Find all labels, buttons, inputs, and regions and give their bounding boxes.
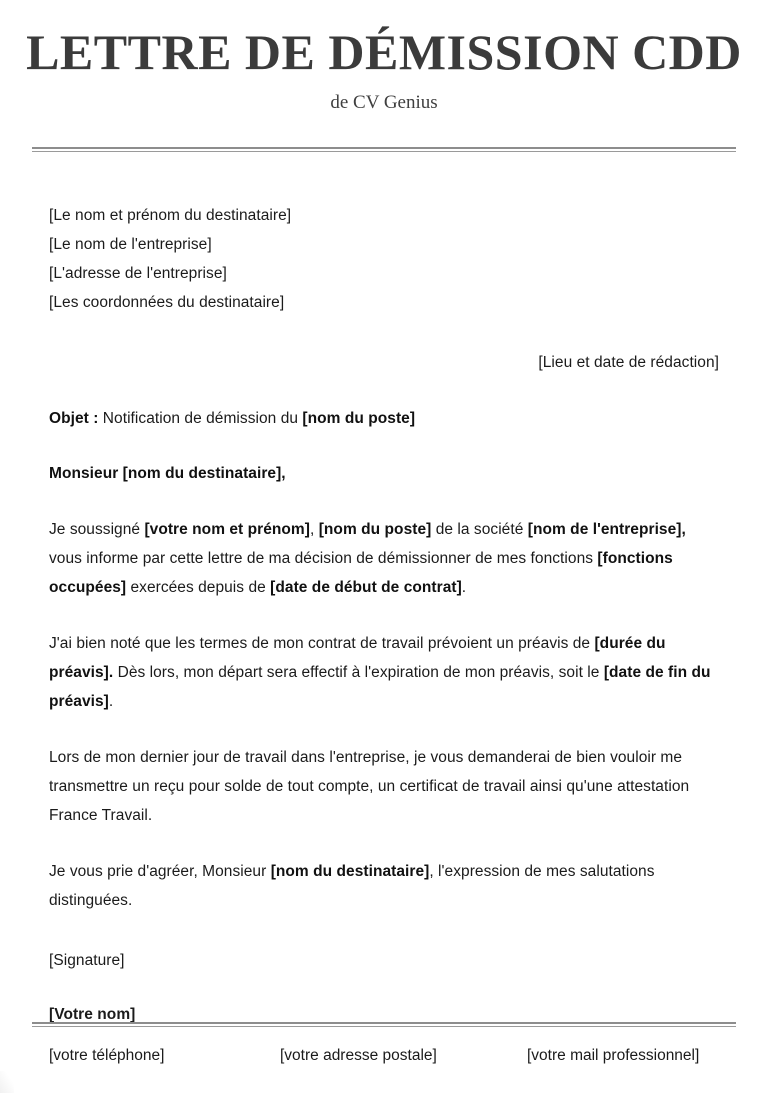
footer-phone: [votre téléphone] bbox=[49, 1047, 165, 1064]
subject-label: Objet : bbox=[49, 410, 99, 427]
p1-t3: de la société bbox=[431, 521, 528, 538]
recipient-address-line: [L'adresse de l'entreprise] bbox=[49, 265, 227, 282]
p1-b2: [nom du poste] bbox=[318, 521, 432, 538]
p1-t6: . bbox=[461, 579, 467, 596]
subject-placeholder: [nom du poste] bbox=[302, 410, 416, 427]
recipient-company-line: [Le nom de l'entreprise] bbox=[49, 236, 212, 253]
subject-text: Notification de démission du bbox=[98, 410, 303, 427]
p2-t1: J'ai bien noté que les termes de mon contrat de travail prévoient un préavis de bbox=[49, 635, 595, 652]
subject-line bbox=[49, 377, 719, 433]
p1-t2: , bbox=[309, 521, 319, 538]
footer-address: [votre adresse postale] bbox=[280, 1047, 437, 1064]
footer-email: [votre mail professionnel] bbox=[527, 1047, 700, 1064]
letter-footer bbox=[0, 1022, 768, 1065]
page-title: LETTRE DE DÉMISSION CDD bbox=[26, 24, 742, 80]
footer-divider bbox=[32, 1022, 736, 1027]
p4-t1: Je vous prie d'agréer, Monsieur bbox=[49, 863, 271, 880]
p3-t1: Lors de mon dernier jour de travail dans l'entreprise, je vous demanderai de bien vouloir me transmettre un reçu pour solde de tout compte, un certificat de travail ainsi qu'une attestation France Travail. bbox=[49, 749, 690, 824]
p2-t3: . bbox=[108, 693, 114, 710]
p2-b1: [durée du préavis]. bbox=[49, 635, 666, 681]
p4-t2: , l'expression de mes salutations distinguées. bbox=[49, 863, 655, 909]
p1-b3: [nom de l'entreprise], bbox=[527, 521, 686, 538]
recipient-name-line: [Le nom et prénom du destinataire] bbox=[49, 207, 292, 224]
p4-b1: [nom du destinataire] bbox=[270, 863, 430, 880]
place-and-date-line: [Lieu et date de rédaction] bbox=[538, 354, 719, 371]
paragraph-2 bbox=[49, 602, 719, 716]
sender-name-placeholder: [Votre nom] bbox=[49, 1006, 136, 1023]
p1-b1: [votre nom et prénom] bbox=[144, 521, 310, 538]
footer-contact-row bbox=[0, 1047, 768, 1065]
p1-t1: Je soussigné bbox=[49, 521, 145, 538]
p2-b2: [date de fin du préavis] bbox=[49, 664, 711, 710]
letter-header bbox=[0, 0, 768, 114]
p1-t4: vous informe par cette lettre de ma décision de démissionner de mes fonctions bbox=[49, 550, 598, 567]
page-edge-shadow bbox=[0, 1071, 14, 1093]
paragraph-1 bbox=[49, 488, 719, 602]
letter-body bbox=[0, 152, 768, 1029]
recipient-block bbox=[49, 152, 719, 317]
p1-b4: [fonctions occupées] bbox=[49, 550, 673, 596]
p2-t2: Dès lors, mon départ sera effectif à l'expiration de mon préavis, soit le bbox=[113, 664, 604, 681]
paragraph-4 bbox=[49, 830, 719, 915]
recipient-contact-line: [Les coordonnées du destinataire] bbox=[49, 294, 285, 311]
p1-t5: exercées depuis de bbox=[126, 579, 271, 596]
salutation-line bbox=[49, 433, 719, 488]
page-subtitle: de CV Genius bbox=[330, 92, 438, 113]
salutation-text: Monsieur [nom du destinataire], bbox=[49, 465, 286, 482]
paragraph-3 bbox=[49, 716, 719, 830]
signature-placeholder: [Signature] bbox=[49, 952, 125, 969]
p1-b5: [date de début de contrat] bbox=[270, 579, 462, 596]
